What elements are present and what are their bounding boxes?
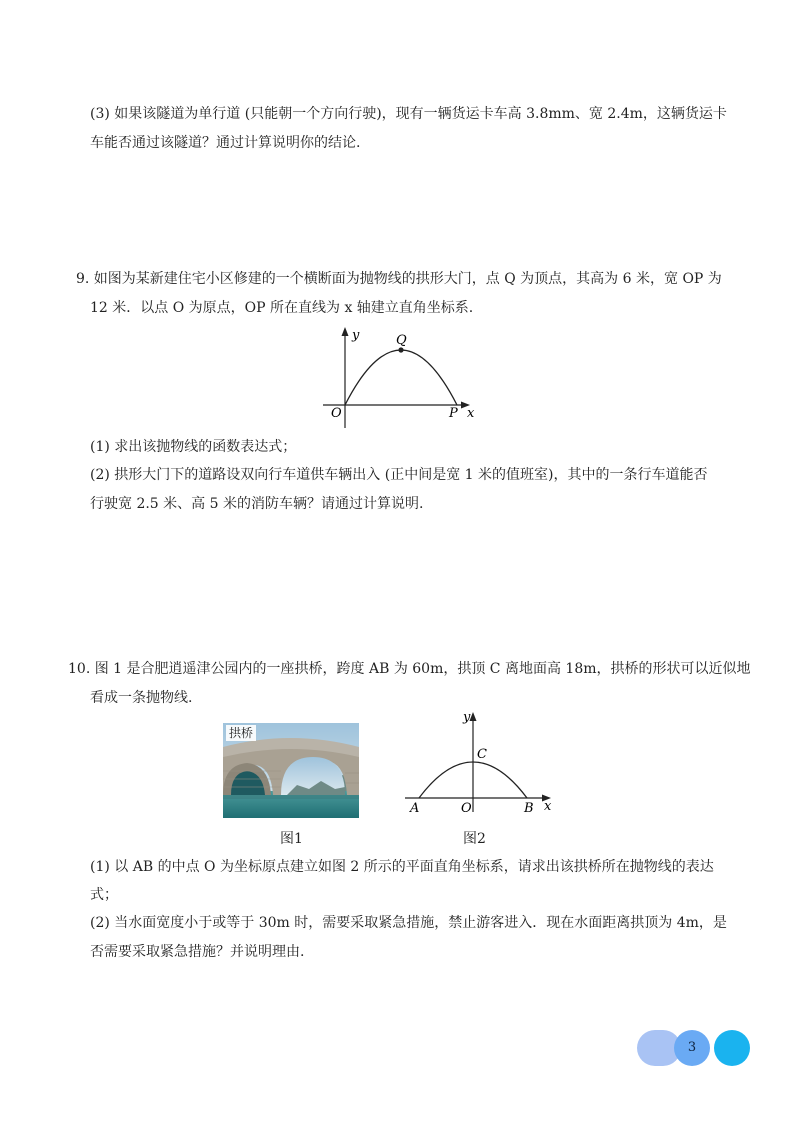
q10-y-label: y [463,710,471,725]
q10-stem-line2: 看成一条抛物线. [90,690,193,706]
q10-part1-line2: 式； [90,887,118,903]
q10-fig2-caption: 图2 [463,831,486,847]
q9-y-label: y [352,328,360,343]
q9-y-arrow [342,327,349,336]
q10-x-label: x [544,799,552,814]
q8-part3-line2: 车能否通过该隧道？通过计算说明你的结论. [90,135,361,151]
q10-bridge-photo [223,723,359,818]
q9-part1: (1) 求出该抛物线的函数表达式； [90,439,297,455]
q10-top-label: C [477,747,487,762]
q10-part2-line1: (2) 当水面宽度小于或等于 30m 时，需要采取紧急措施，禁止游客进入．现在水面距离拱顶为 4m，是 [90,915,727,931]
q10-right-label: B [524,801,534,816]
q9-end-label: P [449,406,458,421]
q10-part2-line2: 否需要采取紧急措施？并说明理由. [90,944,305,960]
q9-origin-label: O [331,406,342,421]
q9-vertex-point [398,347,403,352]
q10-origin-label: O [461,801,472,816]
q9-part2-line1: (2) 拱形大门下的道路设双向行车道供车辆出入 (正中间是宽 1 米的值班室)，其中的一条行车道能否 [90,467,708,483]
q9-stem-line1: 9. 如图为某新建住宅小区修建的一个横断面为抛物线的拱形大门，点 Q 为顶点，其高为 6 米，宽 OP 为 [76,271,722,287]
q10-left-label: A [410,801,420,816]
q9-parabola-figure [315,325,485,431]
page-number: 3 [674,1030,710,1066]
q8-part3-line1: (3) 如果该隧道为单行道 (只能朝一个方向行驶)，现有一辆货运卡车高 3.8mm、宽 2.4m，这辆货运卡 [90,106,727,122]
q10-stem-line1: 10. 图 1 是合肥逍遥津公园内的一座拱桥，跨度 AB 为 60m，拱顶 C 离地面高 18m，拱桥的形状可以近似地 [68,661,751,677]
q9-vertex-label: Q [396,333,407,348]
q9-stem-line2: 12 米．以点 O 为原点，OP 所在直线为 x 轴建立直角坐标系. [90,300,474,316]
q10-photo-label: 拱桥 [226,725,256,741]
q10-parabola-figure [400,708,560,820]
q9-x-label: x [467,406,475,421]
q10-part1-line1: (1) 以 AB 的中点 O 为坐标原点建立如图 2 所示的平面直角坐标系，请求出该拱桥所在抛物线的表达 [90,859,714,875]
q9-part2-line2: 行驶宽 2.5 米、高 5 米的消防车辆？请通过计算说明. [90,496,424,512]
page-pill-right [714,1030,750,1066]
q10-y-arrow [470,712,477,721]
q10-fig1-caption: 图1 [280,831,303,847]
q9-parabola-curve [345,350,457,405]
